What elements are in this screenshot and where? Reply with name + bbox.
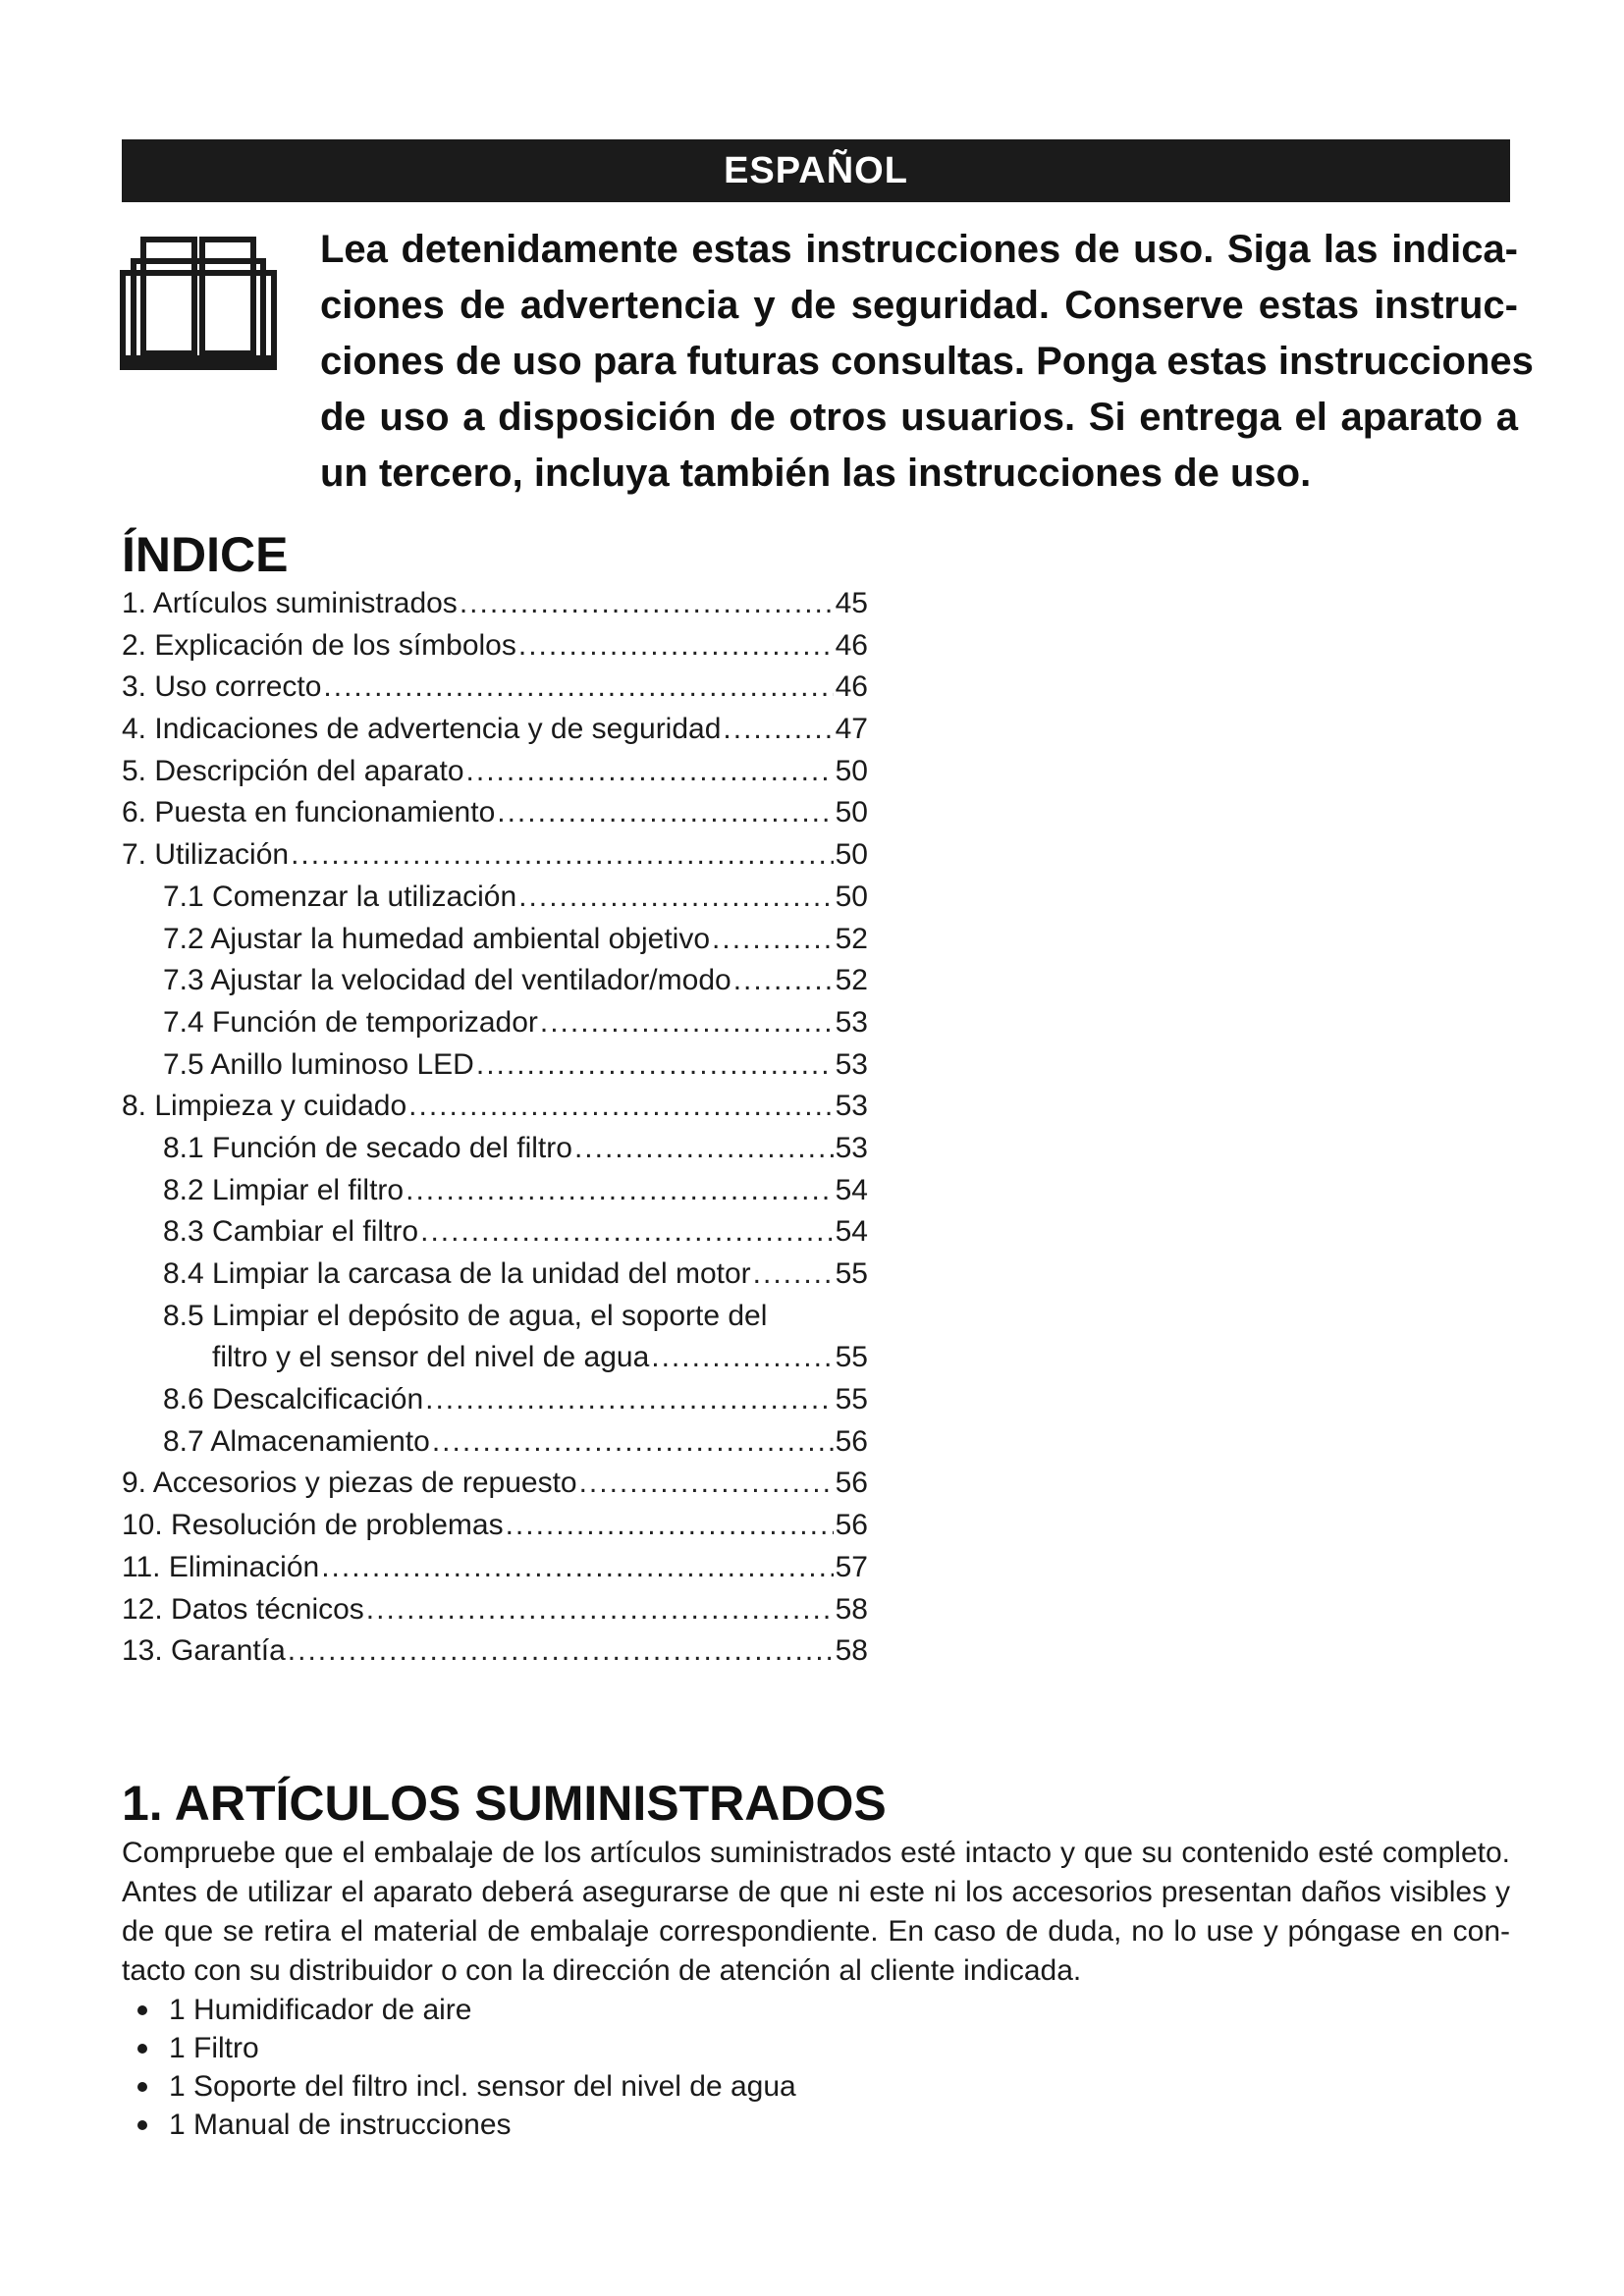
intro-line: un tercero, incluya también las instrucciones de uso. (320, 452, 1312, 495)
toc-entry-page: 52 (835, 964, 868, 997)
toc-entry-label: 7.4 Función de temporizador (163, 1005, 538, 1039)
toc-entry[interactable] (122, 1467, 868, 1509)
toc-leader-dots (476, 1048, 834, 1082)
table-of-contents (122, 587, 868, 1677)
list-item (122, 2106, 796, 2144)
toc-entry-label: 7.3 Ajustar la velocidad del ventilador/modo (163, 964, 731, 997)
toc-entry-label: 8.3 Cambiar el filtro (163, 1215, 419, 1249)
toc-entry-page: 50 (835, 796, 868, 829)
toc-entry-page: 45 (835, 587, 868, 619)
toc-leader-dots (366, 1593, 834, 1627)
toc-subentry[interactable] (122, 1425, 868, 1468)
toc-leader-dots (460, 587, 834, 620)
toc-entry-label: 8.2 Limpiar el filtro (163, 1173, 405, 1206)
list-item-text: 1 Manual de instrucciones (169, 2109, 512, 2141)
toc-leader-dots (518, 881, 833, 914)
toc-leader-dots (321, 1551, 833, 1584)
toc-entry-page: 54 (835, 1173, 868, 1206)
toc-leader-dots (323, 670, 833, 704)
toc-entry-page: 56 (835, 1467, 868, 1500)
list-item-text: 1 Filtro (169, 2032, 259, 2064)
toc-entry-label: 7. Utilización (122, 838, 290, 872)
toc-subentry[interactable] (122, 923, 868, 965)
toc-entry-label: 5. Descripción del aparato (122, 754, 464, 787)
toc-leader-dots (723, 713, 833, 746)
toc-subentry[interactable] (122, 1215, 868, 1257)
toc-leader-dots (651, 1341, 833, 1374)
toc-entry[interactable] (122, 629, 868, 671)
toc-entry[interactable] (122, 670, 868, 713)
toc-leader-dots (712, 923, 834, 956)
toc-entry[interactable] (122, 1593, 868, 1635)
toc-entry[interactable] (122, 1509, 868, 1551)
intro-line: ciones de advertencia y de seguridad. Conserve estas instruc- (320, 284, 1518, 327)
toc-subentry[interactable] (122, 1300, 868, 1342)
toc-entry[interactable] (122, 587, 868, 629)
section-paragraph (122, 1834, 1510, 1991)
bullet-icon (137, 2005, 147, 2015)
toc-entry[interactable] (122, 713, 868, 755)
list-item-text: 1 Humidificador de aire (169, 1994, 472, 2026)
toc-leader-dots (425, 1383, 834, 1416)
toc-entry-page: 53 (835, 1090, 868, 1123)
language-banner (122, 139, 1510, 202)
toc-entry-label: 6. Puesta en funcionamiento (122, 796, 496, 829)
toc-entry-label: 9. Accesorios y piezas de repuesto (122, 1467, 577, 1500)
toc-subentry[interactable] (122, 1174, 868, 1216)
toc-leader-dots (291, 838, 834, 872)
toc-entry-page: 53 (835, 1131, 868, 1164)
toc-leader-dots (406, 1174, 834, 1207)
toc-entry-label: 2. Explicación de los símbolos (122, 628, 516, 662)
toc-entry-page: 52 (835, 922, 868, 955)
toc-entry[interactable] (122, 838, 868, 881)
bullet-icon (137, 2082, 147, 2092)
intro-line: de uso a disposición de otros usuarios. Si entrega el aparato a (320, 396, 1518, 439)
supplied-items-list (122, 1991, 796, 2144)
list-item (122, 2029, 796, 2067)
toc-entry-page: 50 (835, 880, 868, 913)
toc-entry-label: 7.1 Comenzar la utilización (163, 880, 517, 913)
toc-leader-dots (733, 964, 834, 997)
toc-entry-label: 8.7 Almacenamiento (163, 1424, 430, 1458)
toc-entry-page: 54 (835, 1215, 868, 1249)
toc-entry-label: 7.2 Ajustar la humedad ambiental objetivo (163, 922, 711, 955)
toc-leader-dots (408, 1090, 833, 1123)
bullet-icon (137, 2120, 147, 2130)
toc-entry-label: 3. Uso correcto (122, 670, 322, 704)
toc-leader-dots (753, 1257, 834, 1291)
instruction-book-icon (120, 234, 277, 371)
toc-subentry[interactable] (122, 1257, 868, 1300)
toc-title: ÍNDICE (122, 527, 289, 582)
toc-entry-page: 58 (835, 1592, 868, 1626)
toc-entry-label: 11. Eliminación (122, 1550, 320, 1583)
list-item (122, 2067, 796, 2106)
toc-entry-label: 13. Garantía (122, 1634, 286, 1668)
toc-subentry-continuation[interactable] (122, 1341, 868, 1383)
toc-entry[interactable] (122, 796, 868, 838)
toc-leader-dots (579, 1467, 834, 1500)
bullet-icon (137, 2044, 147, 2054)
toc-entry-label: 10. Resolución de problemas (122, 1509, 504, 1542)
toc-entry-label: 8.5 Limpiar el depósito de agua, el soporte del (163, 1299, 768, 1332)
paragraph-line: tacto con su distribuidor o con la dirección de atención al cliente indicada. (122, 1954, 1082, 1987)
toc-entry[interactable] (122, 1090, 868, 1132)
toc-entry-page: 47 (835, 713, 868, 746)
toc-entry-label: filtro y el sensor del nivel de agua (212, 1341, 650, 1374)
toc-entry-page: 58 (835, 1634, 868, 1668)
toc-entry-label: 8. Limpieza y cuidado (122, 1090, 407, 1123)
toc-entry-page: 57 (835, 1550, 868, 1583)
toc-entry-page: 55 (835, 1257, 868, 1290)
toc-entry-page: 56 (835, 1509, 868, 1542)
intro-text (320, 222, 1534, 502)
toc-entry-page: 50 (835, 754, 868, 787)
intro-line: ciones de uso para futuras consultas. Ponga estas instrucciones (320, 340, 1534, 383)
toc-entry-page: 50 (835, 838, 868, 872)
toc-subentry[interactable] (122, 1048, 868, 1091)
toc-entry[interactable] (122, 755, 868, 797)
list-item-text: 1 Soporte del filtro incl. sensor del nivel de agua (169, 2070, 796, 2103)
toc-entry-page: 53 (835, 1005, 868, 1039)
toc-subentry[interactable] (122, 881, 868, 923)
paragraph-line: Antes de utilizar el aparato deberá asegurarse de que ni este ni los accesorios presentan daños visibles y (122, 1876, 1510, 1908)
toc-entry-label: 8.1 Función de secado del filtro (163, 1131, 572, 1164)
toc-leader-dots (518, 629, 834, 663)
toc-entry-label: 1. Artículos suministrados (122, 587, 458, 619)
toc-leader-dots (420, 1215, 834, 1249)
toc-subentry[interactable] (122, 1383, 868, 1425)
paragraph-line: Compruebe que el embalaje de los artículos suministrados esté intacto y que su contenido esté completo. (122, 1837, 1510, 1869)
toc-entry[interactable] (122, 1551, 868, 1593)
toc-entry-label: 4. Indicaciones de advertencia y de seguridad (122, 713, 722, 746)
toc-leader-dots (466, 755, 834, 788)
toc-leader-dots (574, 1132, 834, 1165)
toc-entry-label: 8.6 Descalcificación (163, 1383, 424, 1416)
intro-line: Lea detenidamente estas instrucciones de uso. Siga las indica- (320, 228, 1518, 271)
toc-leader-dots (288, 1634, 834, 1668)
toc-leader-dots (497, 796, 833, 829)
toc-entry-label: 8.4 Limpiar la carcasa de la unidad del motor (163, 1257, 751, 1290)
toc-subentry[interactable] (122, 964, 868, 1006)
toc-entry-page: 55 (835, 1341, 868, 1374)
toc-leader-dots (432, 1425, 834, 1459)
toc-entry-label: 12. Datos técnicos (122, 1592, 364, 1626)
toc-entry[interactable] (122, 1634, 868, 1677)
paragraph-line: de que se retira el material de embalaje correspondiente. En caso de duda, no lo use y póngase en con- (122, 1915, 1510, 1948)
toc-entry-page: 56 (835, 1424, 868, 1458)
section-title: 1. ARTÍCULOS SUMINISTRADOS (122, 1776, 887, 1831)
language-label: ESPAÑOL (724, 149, 908, 191)
toc-entry-page: 46 (835, 628, 868, 662)
toc-leader-dots (506, 1509, 834, 1542)
toc-entry-page: 55 (835, 1383, 868, 1416)
toc-entry-label: 7.5 Anillo luminoso LED (163, 1047, 474, 1081)
list-item (122, 1991, 796, 2029)
toc-subentry[interactable] (122, 1006, 868, 1048)
toc-entry-page: 53 (835, 1047, 868, 1081)
toc-subentry[interactable] (122, 1132, 868, 1174)
toc-entry-page: 46 (835, 670, 868, 704)
toc-leader-dots (540, 1006, 834, 1040)
